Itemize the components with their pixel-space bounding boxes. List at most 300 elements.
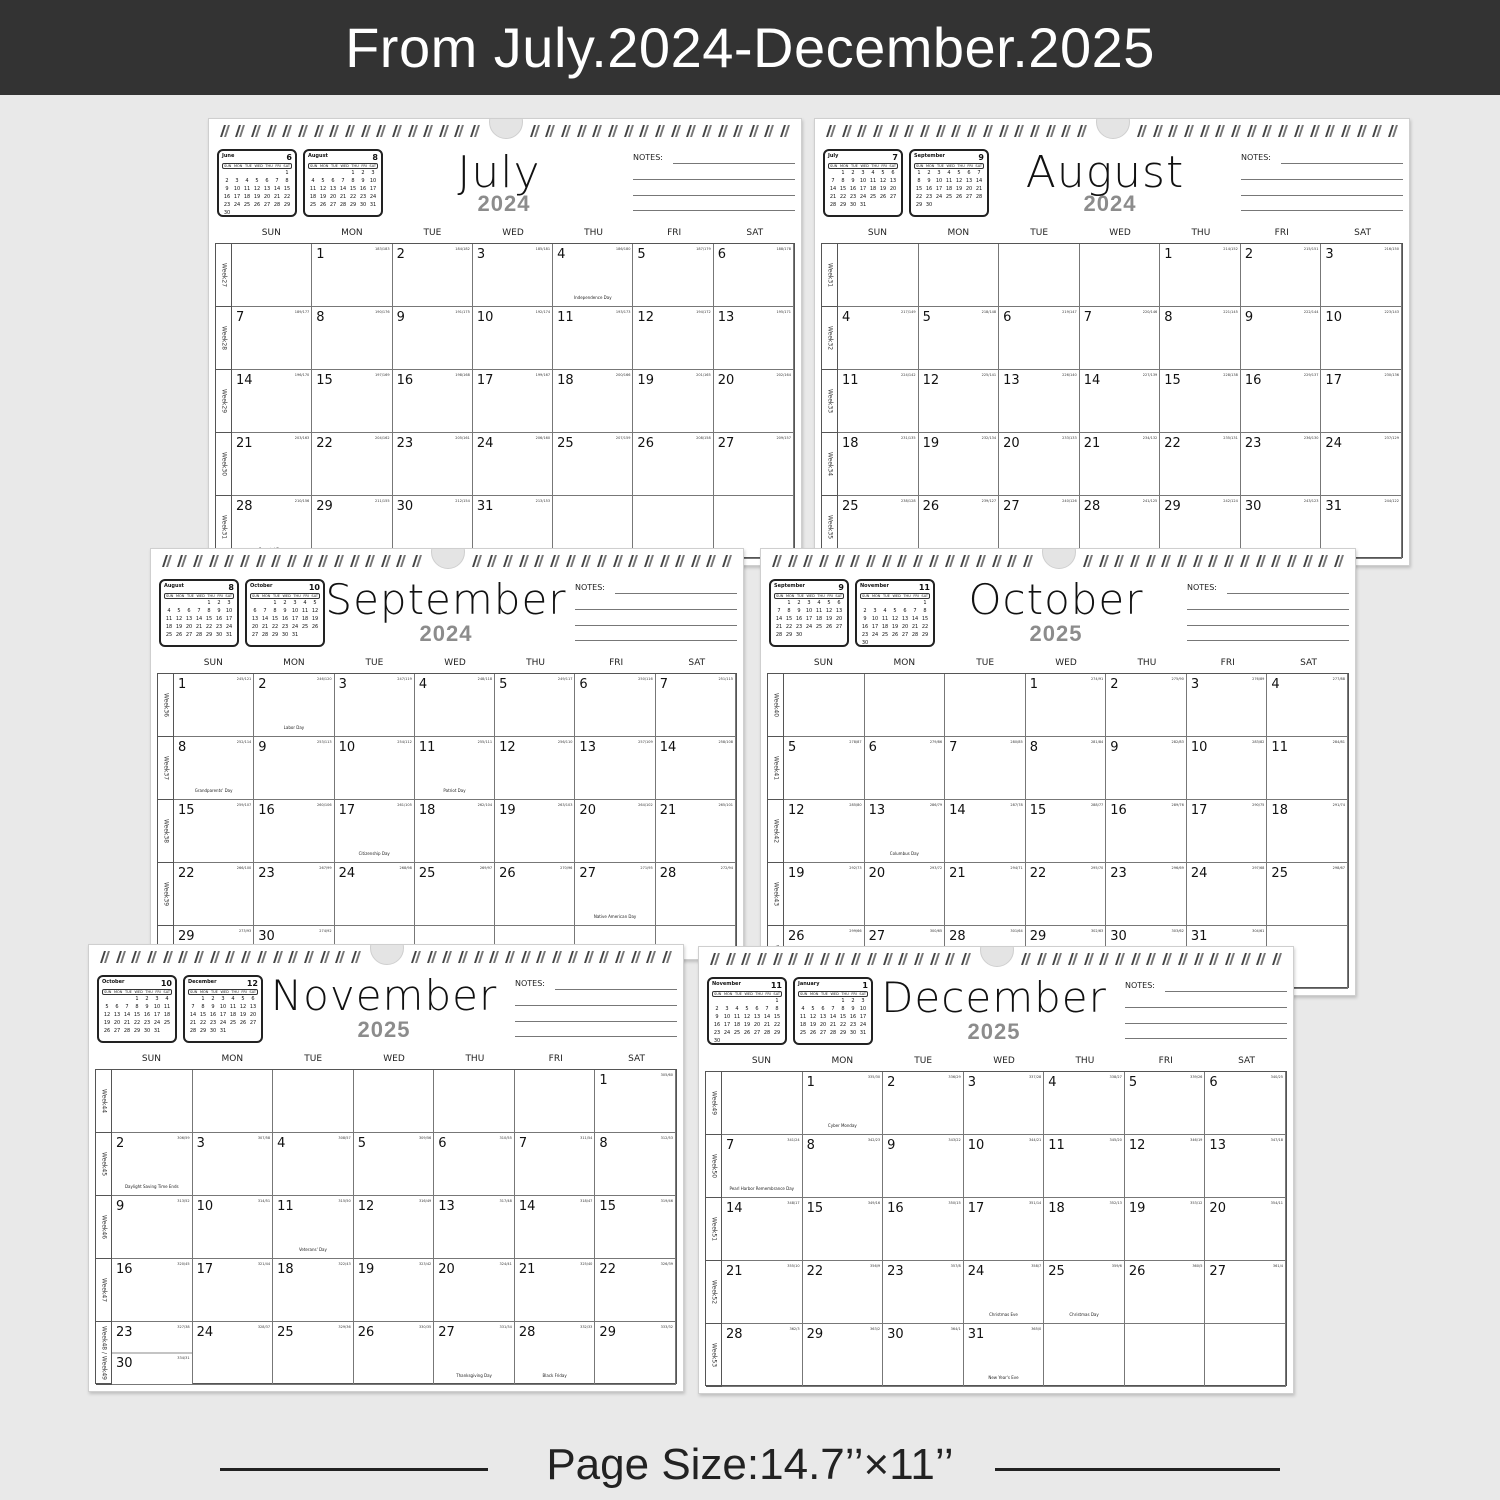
day-cell[interactable] xyxy=(515,1322,596,1385)
day-cell[interactable] xyxy=(174,674,254,737)
day-cell[interactable] xyxy=(1205,1261,1286,1324)
day-cell[interactable] xyxy=(1125,1261,1206,1324)
day-cell[interactable] xyxy=(722,1198,803,1261)
day-cell[interactable] xyxy=(999,307,1080,370)
day-cell[interactable] xyxy=(434,1133,515,1196)
day-cell[interactable] xyxy=(232,370,312,433)
day-cell[interactable] xyxy=(393,244,473,307)
mini-weekday: MON xyxy=(723,992,733,996)
day-of-year: 325/40 xyxy=(580,1262,593,1266)
mini-day: 8 xyxy=(775,1006,779,1012)
day-cell[interactable] xyxy=(945,737,1026,800)
day-of-year: 317/48 xyxy=(499,1199,512,1203)
day-of-year: 272/94 xyxy=(720,866,733,870)
spiral-coil xyxy=(1225,953,1235,965)
day-cell[interactable] xyxy=(193,1322,274,1385)
day-cell[interactable] xyxy=(415,863,495,926)
day-cell[interactable] xyxy=(434,1259,515,1322)
spiral-coil xyxy=(178,951,188,963)
day-cell[interactable] xyxy=(495,674,575,737)
spiral-coil xyxy=(671,125,681,137)
day-cell[interactable] xyxy=(434,1322,515,1385)
day-cell[interactable] xyxy=(803,1198,884,1261)
mini-day: 26 xyxy=(879,194,887,200)
mini-day: 21 xyxy=(829,1022,837,1028)
day-cell-empty[interactable] xyxy=(919,244,1000,307)
day-cell[interactable] xyxy=(964,1324,1045,1387)
spiral-coil xyxy=(298,125,308,137)
day-cell-empty[interactable] xyxy=(865,674,946,737)
day-number: 18 xyxy=(1048,1201,1065,1216)
spiral-coil xyxy=(1209,555,1219,567)
day-cell-empty[interactable] xyxy=(434,1070,515,1133)
mini-day-empty xyxy=(272,170,282,176)
day-cell[interactable] xyxy=(714,370,794,433)
day-cell[interactable] xyxy=(865,863,946,926)
day-cell[interactable] xyxy=(1241,244,1322,307)
day-cell[interactable] xyxy=(1321,370,1402,433)
week-number-label: Week43 xyxy=(772,881,779,907)
mini-day: 6 xyxy=(903,608,907,614)
day-cell[interactable] xyxy=(254,800,334,863)
day-cell[interactable] xyxy=(354,1133,435,1196)
day-cell[interactable] xyxy=(1080,370,1161,433)
day-cell[interactable] xyxy=(515,1133,596,1196)
day-cell[interactable] xyxy=(1044,1072,1125,1135)
day-cell[interactable] xyxy=(1044,1198,1125,1261)
spiral-coil xyxy=(439,125,449,137)
day-number: 30 xyxy=(258,929,275,944)
day-of-year: 296/69 xyxy=(1171,866,1184,870)
day-cell[interactable] xyxy=(1106,863,1187,926)
day-cell[interactable] xyxy=(273,1322,354,1385)
day-cell[interactable] xyxy=(1267,863,1348,926)
mini-day: 8 xyxy=(787,608,791,614)
day-of-year: 205/161 xyxy=(455,436,470,440)
day-of-year: 365/0 xyxy=(1031,1327,1042,1331)
day-cell[interactable] xyxy=(473,244,553,307)
day-cell[interactable] xyxy=(495,737,575,800)
day-cell[interactable] xyxy=(473,370,553,433)
day-cell[interactable] xyxy=(575,863,655,926)
day-cell-empty[interactable] xyxy=(112,1070,193,1133)
day-cell[interactable] xyxy=(1205,1198,1286,1261)
week-number xyxy=(822,433,838,496)
day-cell[interactable] xyxy=(865,737,946,800)
month-grid xyxy=(157,673,737,960)
mini-day-empty xyxy=(242,170,252,176)
day-cell[interactable] xyxy=(434,1196,515,1259)
mini-day: 6 xyxy=(837,600,841,606)
day-cell[interactable] xyxy=(354,1196,435,1259)
day-cell[interactable] xyxy=(254,863,334,926)
day-cell[interactable] xyxy=(393,370,473,433)
day-number: 22 xyxy=(178,866,195,881)
mini-day: 15 xyxy=(199,1012,207,1018)
day-cell[interactable] xyxy=(254,674,334,737)
mini-day: 28 xyxy=(273,202,281,208)
day-cell[interactable] xyxy=(1125,1135,1206,1198)
day-cell[interactable] xyxy=(714,307,794,370)
day-cell[interactable] xyxy=(1321,433,1402,496)
day-cell[interactable] xyxy=(112,1259,193,1322)
day-cell[interactable] xyxy=(964,1072,1045,1135)
mini-day: 9 xyxy=(715,1014,719,1020)
mini-day: 9 xyxy=(851,178,855,184)
mini-day: 10 xyxy=(859,178,867,184)
day-cell-empty[interactable] xyxy=(945,674,1026,737)
day-of-year: 285/80 xyxy=(849,803,862,807)
day-cell-empty[interactable] xyxy=(515,1070,596,1133)
day-cell[interactable] xyxy=(575,800,655,863)
mini-day: 30 xyxy=(925,202,933,208)
day-cell[interactable] xyxy=(803,1324,884,1387)
day-cell[interactable] xyxy=(945,863,1026,926)
day-cell[interactable] xyxy=(838,307,919,370)
weekday-label-fri: FRI xyxy=(548,1054,563,1064)
mini-weekday-row xyxy=(798,991,868,997)
mini-day: 11 xyxy=(869,178,877,184)
day-cell[interactable] xyxy=(312,307,392,370)
day-cell[interactable] xyxy=(1026,737,1107,800)
spiral-coil xyxy=(883,953,893,965)
day-cell[interactable] xyxy=(495,863,575,926)
day-cell-empty[interactable] xyxy=(1125,1324,1206,1387)
mini-day: 3 xyxy=(227,600,231,606)
mini-month-name: September xyxy=(914,153,945,159)
day-cell[interactable] xyxy=(232,433,312,496)
day-cell[interactable] xyxy=(354,1259,435,1322)
day-cell[interactable] xyxy=(1267,737,1348,800)
mini-day: 28 xyxy=(123,1028,131,1034)
day-cell-empty[interactable] xyxy=(273,1070,354,1133)
day-number: 23 xyxy=(258,866,275,881)
spiral-coil xyxy=(835,555,845,567)
day-cell[interactable] xyxy=(312,370,392,433)
day-cell[interactable] xyxy=(1125,1072,1206,1135)
mini-weekday: WED xyxy=(196,594,205,598)
day-cell[interactable] xyxy=(1267,800,1348,863)
mini-weekday: TUE xyxy=(186,594,194,598)
day-cell[interactable] xyxy=(273,1133,354,1196)
day-cell[interactable] xyxy=(714,433,794,496)
day-cell[interactable] xyxy=(919,307,1000,370)
day-number: 20 xyxy=(868,866,886,881)
notes-line xyxy=(1165,991,1287,992)
day-cell[interactable] xyxy=(553,433,633,496)
day-number: 18 xyxy=(277,1262,294,1277)
day-cell[interactable] xyxy=(1241,370,1322,433)
mini-weekday: WED xyxy=(134,990,143,994)
calendar-sheet-october-2025 xyxy=(760,548,1356,996)
day-cell[interactable] xyxy=(1125,1198,1206,1261)
mini-day: 7 xyxy=(977,170,981,176)
day-cell[interactable] xyxy=(633,244,713,307)
day-cell[interactable] xyxy=(964,1198,1045,1261)
day-number: 22 xyxy=(316,436,333,451)
mini-day: 5 xyxy=(321,178,325,184)
day-cell[interactable] xyxy=(1160,244,1241,307)
day-cell[interactable] xyxy=(112,1322,193,1385)
mini-day: 18 xyxy=(945,186,953,192)
day-cell[interactable] xyxy=(595,1322,676,1385)
day-cell[interactable] xyxy=(273,1259,354,1322)
mini-day: 18 xyxy=(243,194,251,200)
day-cell[interactable] xyxy=(575,737,655,800)
mini-day: 12 xyxy=(809,1014,817,1020)
day-cell[interactable] xyxy=(656,737,736,800)
day-cell[interactable] xyxy=(595,1070,676,1133)
day-cell[interactable] xyxy=(722,1261,803,1324)
mini-weekday: TUE xyxy=(124,990,132,994)
day-cell[interactable] xyxy=(883,1324,964,1387)
day-cell[interactable] xyxy=(964,1135,1045,1198)
day-cell[interactable] xyxy=(919,370,1000,433)
day-cell[interactable] xyxy=(335,800,415,863)
mini-day: 28 xyxy=(775,632,783,638)
day-of-year: 293/72 xyxy=(929,866,943,870)
day-cell[interactable] xyxy=(1106,800,1187,863)
day-cell[interactable] xyxy=(714,244,794,307)
day-cell[interactable] xyxy=(495,800,575,863)
day-number: 8 xyxy=(599,1136,608,1151)
mini-weekday: TUE xyxy=(882,594,890,598)
day-cell-empty[interactable] xyxy=(193,1070,274,1133)
day-cell[interactable] xyxy=(803,1135,884,1198)
mini-day-empty xyxy=(232,170,242,176)
mini-day: 19 xyxy=(891,624,899,630)
day-cell[interactable] xyxy=(393,307,473,370)
day-cell[interactable] xyxy=(1321,307,1402,370)
day-of-year: 336/29 xyxy=(948,1075,961,1079)
day-cell[interactable] xyxy=(335,737,415,800)
mini-month-number: 10 xyxy=(160,979,172,988)
mini-day: 2 xyxy=(217,600,221,606)
day-cell[interactable] xyxy=(865,800,946,863)
spiral-half xyxy=(1018,947,1285,969)
day-number: 31 xyxy=(967,1327,985,1342)
day-cell[interactable] xyxy=(784,737,865,800)
day-cell[interactable] xyxy=(1267,674,1348,737)
day-number: 29 xyxy=(1029,929,1047,944)
day-cell[interactable] xyxy=(354,1322,435,1385)
day-cell-empty[interactable] xyxy=(1205,1324,1286,1387)
day-cell[interactable] xyxy=(1026,800,1107,863)
day-cell[interactable] xyxy=(553,307,633,370)
day-number: 30 xyxy=(116,1356,133,1371)
day-cell[interactable] xyxy=(515,1196,596,1259)
weekday-label-tue: TUE xyxy=(365,658,384,668)
day-cell-empty[interactable] xyxy=(354,1070,435,1133)
day-cell[interactable] xyxy=(553,244,633,307)
mini-weekday: MON xyxy=(175,594,185,598)
mini-weekday: MON xyxy=(871,594,881,598)
day-cell[interactable] xyxy=(964,1261,1045,1324)
mini-calendar-header xyxy=(798,981,868,990)
day-cell[interactable] xyxy=(722,1324,803,1387)
day-cell[interactable] xyxy=(232,307,312,370)
day-cell-empty[interactable] xyxy=(838,244,919,307)
day-cell[interactable] xyxy=(335,863,415,926)
day-cell[interactable] xyxy=(656,674,736,737)
mini-day: 6 xyxy=(115,1004,119,1010)
day-cell[interactable] xyxy=(112,1196,193,1259)
day-cell[interactable] xyxy=(1080,307,1161,370)
day-cell-empty[interactable] xyxy=(722,1072,803,1135)
day-of-year: 201/165 xyxy=(696,373,711,377)
day-cell-empty[interactable] xyxy=(784,674,865,737)
day-cell[interactable] xyxy=(174,800,254,863)
day-cell[interactable] xyxy=(415,674,495,737)
mini-day: 23 xyxy=(713,1030,721,1036)
day-of-year: 186/180 xyxy=(615,247,631,251)
day-cell[interactable] xyxy=(515,1259,596,1322)
day-cell[interactable] xyxy=(1080,433,1161,496)
day-cell[interactable] xyxy=(1044,1135,1125,1198)
mini-month-number: 8 xyxy=(228,583,234,592)
day-cell[interactable] xyxy=(193,1133,274,1196)
mini-day: 13 xyxy=(753,1014,761,1020)
day-cell[interactable] xyxy=(838,433,919,496)
day-cell-empty[interactable] xyxy=(232,244,312,307)
day-cell[interactable] xyxy=(112,1133,193,1196)
day-cell[interactable] xyxy=(473,307,553,370)
day-cell[interactable] xyxy=(553,370,633,433)
mini-weekday: TUE xyxy=(244,164,252,168)
day-cell[interactable] xyxy=(595,1196,676,1259)
day-number: 15 xyxy=(599,1199,616,1214)
spiral-coil xyxy=(381,555,391,567)
day-cell[interactable] xyxy=(803,1261,884,1324)
day-cell[interactable] xyxy=(633,433,713,496)
spiral-coil xyxy=(1130,555,1140,567)
day-cell[interactable] xyxy=(193,1196,274,1259)
mini-day: 29 xyxy=(349,202,357,208)
day-cell[interactable] xyxy=(919,433,1000,496)
day-cell-empty[interactable] xyxy=(1080,244,1161,307)
mini-day: 19 xyxy=(103,1020,111,1026)
day-cell[interactable] xyxy=(312,244,392,307)
day-cell[interactable] xyxy=(415,737,495,800)
mini-day: 17 xyxy=(935,186,943,192)
day-cell-empty[interactable] xyxy=(999,244,1080,307)
day-number: 6 xyxy=(438,1136,447,1151)
day-cell[interactable] xyxy=(595,1133,676,1196)
day-cell[interactable] xyxy=(883,1261,964,1324)
day-number: 28 xyxy=(949,929,966,944)
mini-calendar-september xyxy=(769,579,849,647)
day-cell[interactable] xyxy=(1106,737,1187,800)
day-of-year: 238/128 xyxy=(901,499,916,503)
day-cell[interactable] xyxy=(784,863,865,926)
day-cell[interactable] xyxy=(656,800,736,863)
spiral-coil xyxy=(287,555,297,567)
day-cell[interactable] xyxy=(415,800,495,863)
mini-day: 11 xyxy=(733,1014,741,1020)
day-cell[interactable] xyxy=(174,863,254,926)
day-cell[interactable] xyxy=(1205,1135,1286,1198)
day-cell[interactable] xyxy=(633,370,713,433)
day-cell[interactable] xyxy=(273,1196,354,1259)
mini-calendar-header xyxy=(774,583,844,592)
weekday-label-sun: SUN xyxy=(867,228,887,238)
day-of-year: 262/104 xyxy=(477,803,493,807)
mini-day: 5 xyxy=(811,1006,815,1012)
day-cell[interactable] xyxy=(1187,737,1268,800)
day-cell[interactable] xyxy=(1160,433,1241,496)
mini-day: 22 xyxy=(773,1022,781,1028)
month-grid xyxy=(705,1071,1287,1386)
mini-day: 24 xyxy=(291,624,299,630)
day-cell[interactable] xyxy=(1187,674,1268,737)
day-cell[interactable] xyxy=(633,307,713,370)
day-cell[interactable] xyxy=(1205,1072,1286,1135)
day-cell[interactable] xyxy=(1187,800,1268,863)
day-number: 30 xyxy=(887,1327,904,1342)
day-cell[interactable] xyxy=(575,674,655,737)
mini-day: 16 xyxy=(359,186,367,192)
day-cell[interactable] xyxy=(883,1198,964,1261)
spiral-coil xyxy=(1099,555,1109,567)
day-of-year: 231/135 xyxy=(901,436,916,440)
day-cell[interactable] xyxy=(393,433,473,496)
day-cell[interactable] xyxy=(1241,307,1322,370)
day-cell[interactable] xyxy=(312,433,392,496)
spiral-coil xyxy=(772,555,782,567)
mini-day-empty xyxy=(752,998,762,1004)
day-cell[interactable] xyxy=(883,1072,964,1135)
week-number-label: Week45 xyxy=(100,1151,107,1177)
day-number: 15 xyxy=(806,1201,824,1216)
day-cell[interactable] xyxy=(335,674,415,737)
day-cell[interactable] xyxy=(1321,244,1402,307)
day-cell[interactable] xyxy=(945,800,1026,863)
spiral-coil xyxy=(537,951,547,963)
day-cell[interactable] xyxy=(656,863,736,926)
day-cell[interactable] xyxy=(1160,370,1241,433)
mini-day: 29 xyxy=(283,202,291,208)
day-cell[interactable] xyxy=(722,1135,803,1198)
mini-day: 10 xyxy=(723,1014,731,1020)
year-label: 2024 xyxy=(419,621,473,646)
day-cell[interactable] xyxy=(784,800,865,863)
day-cell[interactable] xyxy=(193,1259,274,1322)
day-cell[interactable] xyxy=(1026,674,1107,737)
day-cell[interactable] xyxy=(883,1135,964,1198)
day-cell[interactable] xyxy=(1106,674,1187,737)
mini-day: 20 xyxy=(835,616,843,622)
day-cell[interactable] xyxy=(838,370,919,433)
day-cell[interactable] xyxy=(1026,863,1107,926)
day-cell[interactable] xyxy=(999,370,1080,433)
day-cell[interactable] xyxy=(174,737,254,800)
day-number: 28 xyxy=(1083,499,1101,514)
day-cell[interactable] xyxy=(1187,863,1268,926)
day-cell[interactable] xyxy=(803,1072,884,1135)
spiral-coil xyxy=(718,125,728,137)
day-cell[interactable] xyxy=(1044,1261,1125,1324)
mini-day: 18 xyxy=(869,186,877,192)
day-cell[interactable] xyxy=(999,433,1080,496)
day-cell[interactable] xyxy=(473,433,553,496)
day-cell[interactable] xyxy=(1241,433,1322,496)
spiral-half xyxy=(527,119,793,141)
day-cell[interactable] xyxy=(1160,307,1241,370)
day-cell[interactable] xyxy=(254,737,334,800)
spiral-half xyxy=(1080,549,1347,571)
day-cell-empty[interactable] xyxy=(1044,1324,1125,1387)
day-cell[interactable] xyxy=(595,1259,676,1322)
